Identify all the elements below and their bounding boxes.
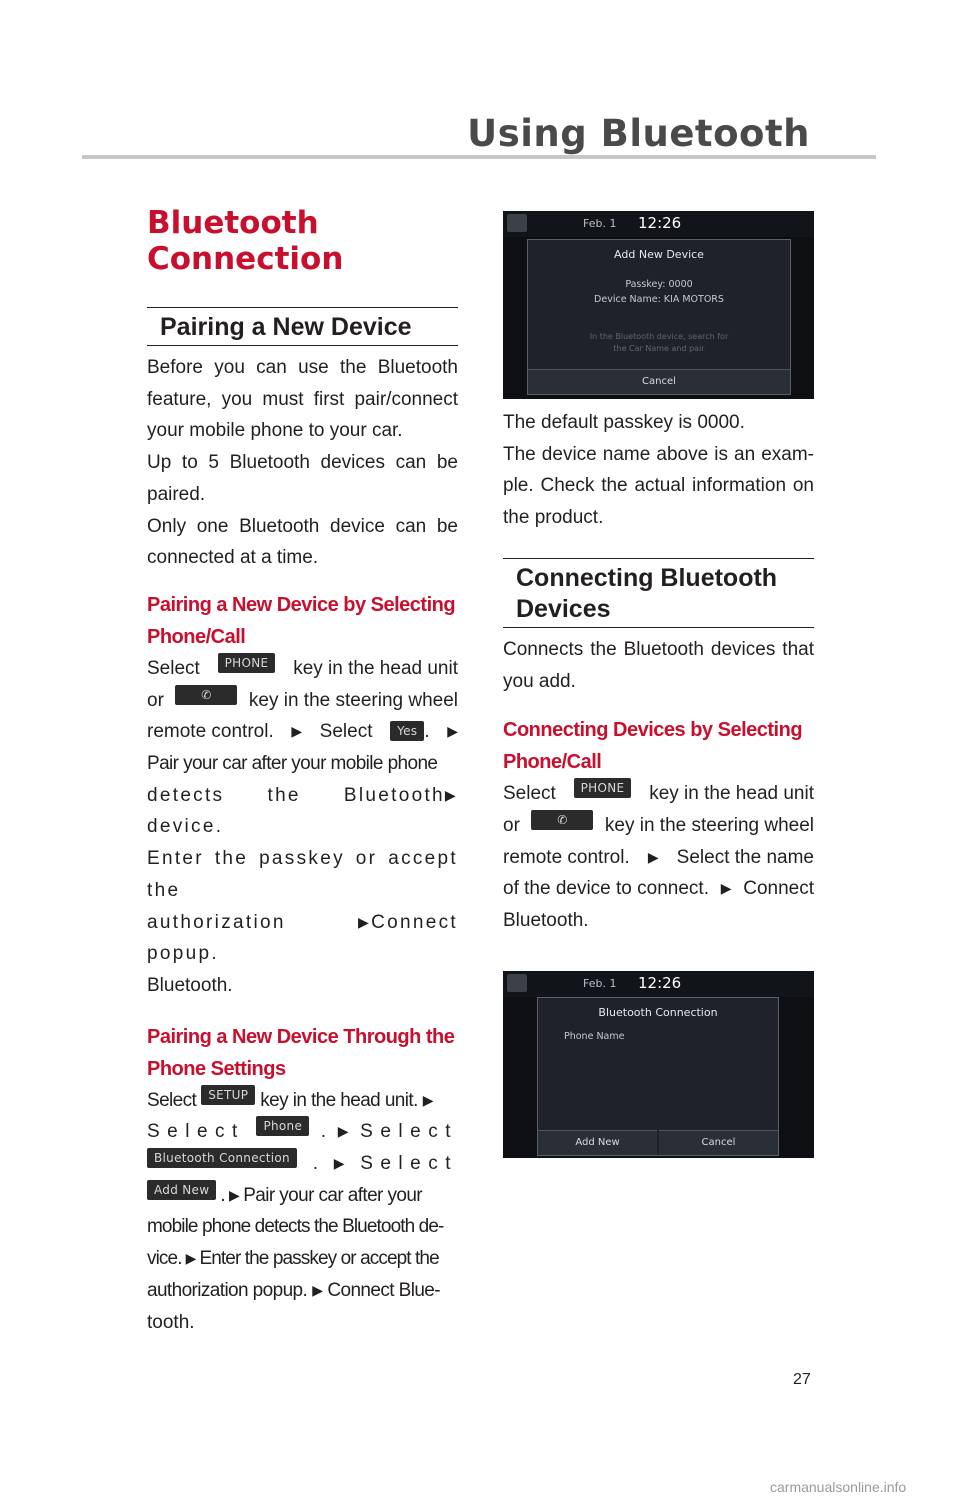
arrow-icon: ▶: [185, 1250, 196, 1267]
text: Select the name: [676, 846, 814, 868]
screenshot-bluetooth-connection: [503, 971, 814, 1158]
intro-paragraph-1: Before you can use the Bluetooth feature, you must first pair/connect your mobile phone to your car.: [147, 357, 458, 442]
text: Bluetooth.: [503, 910, 589, 932]
subheading-line1: Connecting Devices by Selecting: [503, 719, 803, 742]
arrow-icon: ▶: [291, 723, 303, 740]
text: detects the Bluetooth device.: [147, 784, 445, 838]
phone-handset-icon: ✆: [201, 687, 212, 702]
arrow-icon: ▶: [333, 1155, 345, 1172]
subheading-pairing-phone-call: [147, 589, 458, 653]
dialog-title: Bluetooth Connection: [598, 1006, 718, 1019]
arrow-icon: ▶: [337, 1123, 349, 1140]
text: Select: [360, 1153, 458, 1175]
home-icon: [507, 974, 527, 992]
text: .: [320, 1121, 327, 1143]
date-label: Feb. 1: [583, 217, 617, 230]
hint-line-2: the Car Name and pair: [613, 344, 705, 353]
left-column: [147, 205, 458, 1338]
heading-pairing-new-device: Pairing a New Device: [147, 307, 458, 346]
steps-connecting: [503, 778, 814, 937]
arrow-icon: ▶: [229, 1186, 240, 1203]
subheading-line1: Pairing a New Device Through the: [147, 1025, 455, 1048]
subheading-line1: Pairing a New Device by Selecting: [147, 593, 456, 616]
subheading-line2: Phone/Call: [147, 625, 246, 648]
text: Enter the passkey or accept the: [147, 848, 458, 901]
page-number: 27: [793, 1371, 811, 1388]
text: of the device to connect.: [503, 878, 709, 900]
section-title-line1: Bluetooth: [147, 205, 319, 241]
bluetooth-connection-badge: Bluetooth Connection: [147, 1148, 297, 1168]
arrow-icon: ▶: [444, 786, 458, 803]
call-key-badge: [175, 685, 237, 705]
heading-line1: Connecting Bluetooth: [516, 563, 778, 592]
intro-paragraph-3: Only one Bluetooth device can be connected at a time.: [147, 515, 458, 569]
cancel-button[interactable]: Cancel: [528, 369, 790, 394]
device-name-line: Device Name: KIA MOTORS: [594, 294, 724, 305]
text: key in the steering wheel: [604, 814, 814, 836]
text: Select: [360, 1121, 458, 1143]
home-icon: [507, 214, 527, 232]
call-key-badge: [531, 810, 593, 830]
text: Connect: [743, 878, 814, 900]
section-title-line2: Connection: [147, 241, 344, 277]
text: .: [312, 1153, 318, 1175]
text: Select: [503, 783, 556, 805]
add-new-badge: Add New: [147, 1180, 216, 1200]
arrow-icon: ▶: [312, 1281, 323, 1298]
text: authorization popup.: [147, 1279, 308, 1301]
bluetooth-connection-dialog: [537, 997, 779, 1156]
text: or: [503, 814, 520, 836]
text: Enter the passkey or accept the: [199, 1248, 439, 1270]
screenshot-add-new-device: [503, 211, 814, 399]
header-rule: [82, 155, 876, 159]
cancel-button[interactable]: Cancel: [659, 1130, 778, 1155]
text: Pair your car after your: [243, 1184, 423, 1206]
section-title: [147, 205, 458, 277]
heading-connecting-devices: [503, 558, 814, 628]
intro-paragraph-2: Up to 5 Bluetooth devices can be paired.: [147, 452, 458, 505]
text: key in the head unit: [293, 657, 458, 679]
text: or: [147, 689, 164, 711]
add-new-button[interactable]: Add New: [538, 1130, 657, 1155]
setup-key-badge: SETUP: [201, 1085, 255, 1105]
clock-label: 12:26: [638, 974, 682, 992]
text: .: [220, 1184, 226, 1206]
yes-key-badge: Yes: [390, 721, 424, 741]
connecting-intro: Connects the Bluetooth devices that you add.: [503, 638, 814, 692]
phone-menu-badge: Phone: [256, 1116, 309, 1136]
text: Select: [147, 1089, 197, 1111]
text: key in the head unit: [649, 783, 814, 805]
clock-label: 12:26: [638, 214, 682, 232]
text: Pair your car after your mobile phone: [147, 753, 438, 775]
text: Connect Blue-: [327, 1279, 440, 1301]
text: Select: [319, 721, 373, 743]
passkey-line: Passkey: 0000: [625, 279, 693, 290]
text: Select: [147, 657, 200, 679]
right-column: [503, 211, 814, 1148]
text: authorization popup.: [147, 911, 286, 965]
phone-key-badge: PHONE: [574, 778, 632, 798]
text: remote control.: [503, 846, 630, 868]
dialog-title: Add New Device: [614, 248, 704, 261]
running-header-title: Using Bluetooth: [467, 112, 810, 155]
heading-line2: Devices: [516, 594, 611, 623]
text: mobile phone detects the Bluetooth de-: [147, 1216, 444, 1238]
arrow-icon: ▶: [647, 848, 659, 865]
arrow-icon: ▶: [422, 1091, 433, 1108]
text: remote control.: [147, 721, 274, 743]
text: .: [424, 721, 430, 743]
phone-key-badge: PHONE: [218, 653, 276, 673]
text: tooth.: [147, 1311, 195, 1333]
hint-line-1: In the Bluetooth device, search for: [589, 332, 729, 341]
arrow-icon: ▶: [358, 913, 372, 930]
steps-phone-settings: [147, 1085, 458, 1339]
text: key in the head unit.: [260, 1089, 418, 1111]
date-label: Feb. 1: [583, 977, 617, 990]
watermark: carmanualsonline.info: [770, 1479, 907, 1495]
subheading-pairing-settings: [147, 1021, 458, 1085]
text: key in the steering wheel: [248, 689, 458, 711]
arrow-icon: ▶: [447, 723, 458, 740]
steps-phone-call: [147, 653, 458, 1002]
passkey-note: The default passkey is 0000.: [503, 412, 745, 433]
arrow-icon: ▶: [720, 880, 732, 897]
subheading-line2: Phone Settings: [147, 1057, 286, 1080]
text: Bluetooth.: [147, 974, 233, 996]
text: Select: [147, 1121, 245, 1143]
text: vice.: [147, 1248, 182, 1270]
text: Connect: [371, 911, 458, 933]
subheading-connecting-phone-call: [503, 714, 814, 778]
subheading-line2: Phone/Call: [503, 751, 602, 774]
add-new-device-dialog: [527, 239, 791, 395]
phone-name-item[interactable]: Phone Name: [564, 1031, 625, 1042]
phone-handset-icon: ✆: [557, 812, 568, 827]
device-name-note: The device name above is an exam- ple. Check the actual information on the product.: [503, 443, 814, 529]
